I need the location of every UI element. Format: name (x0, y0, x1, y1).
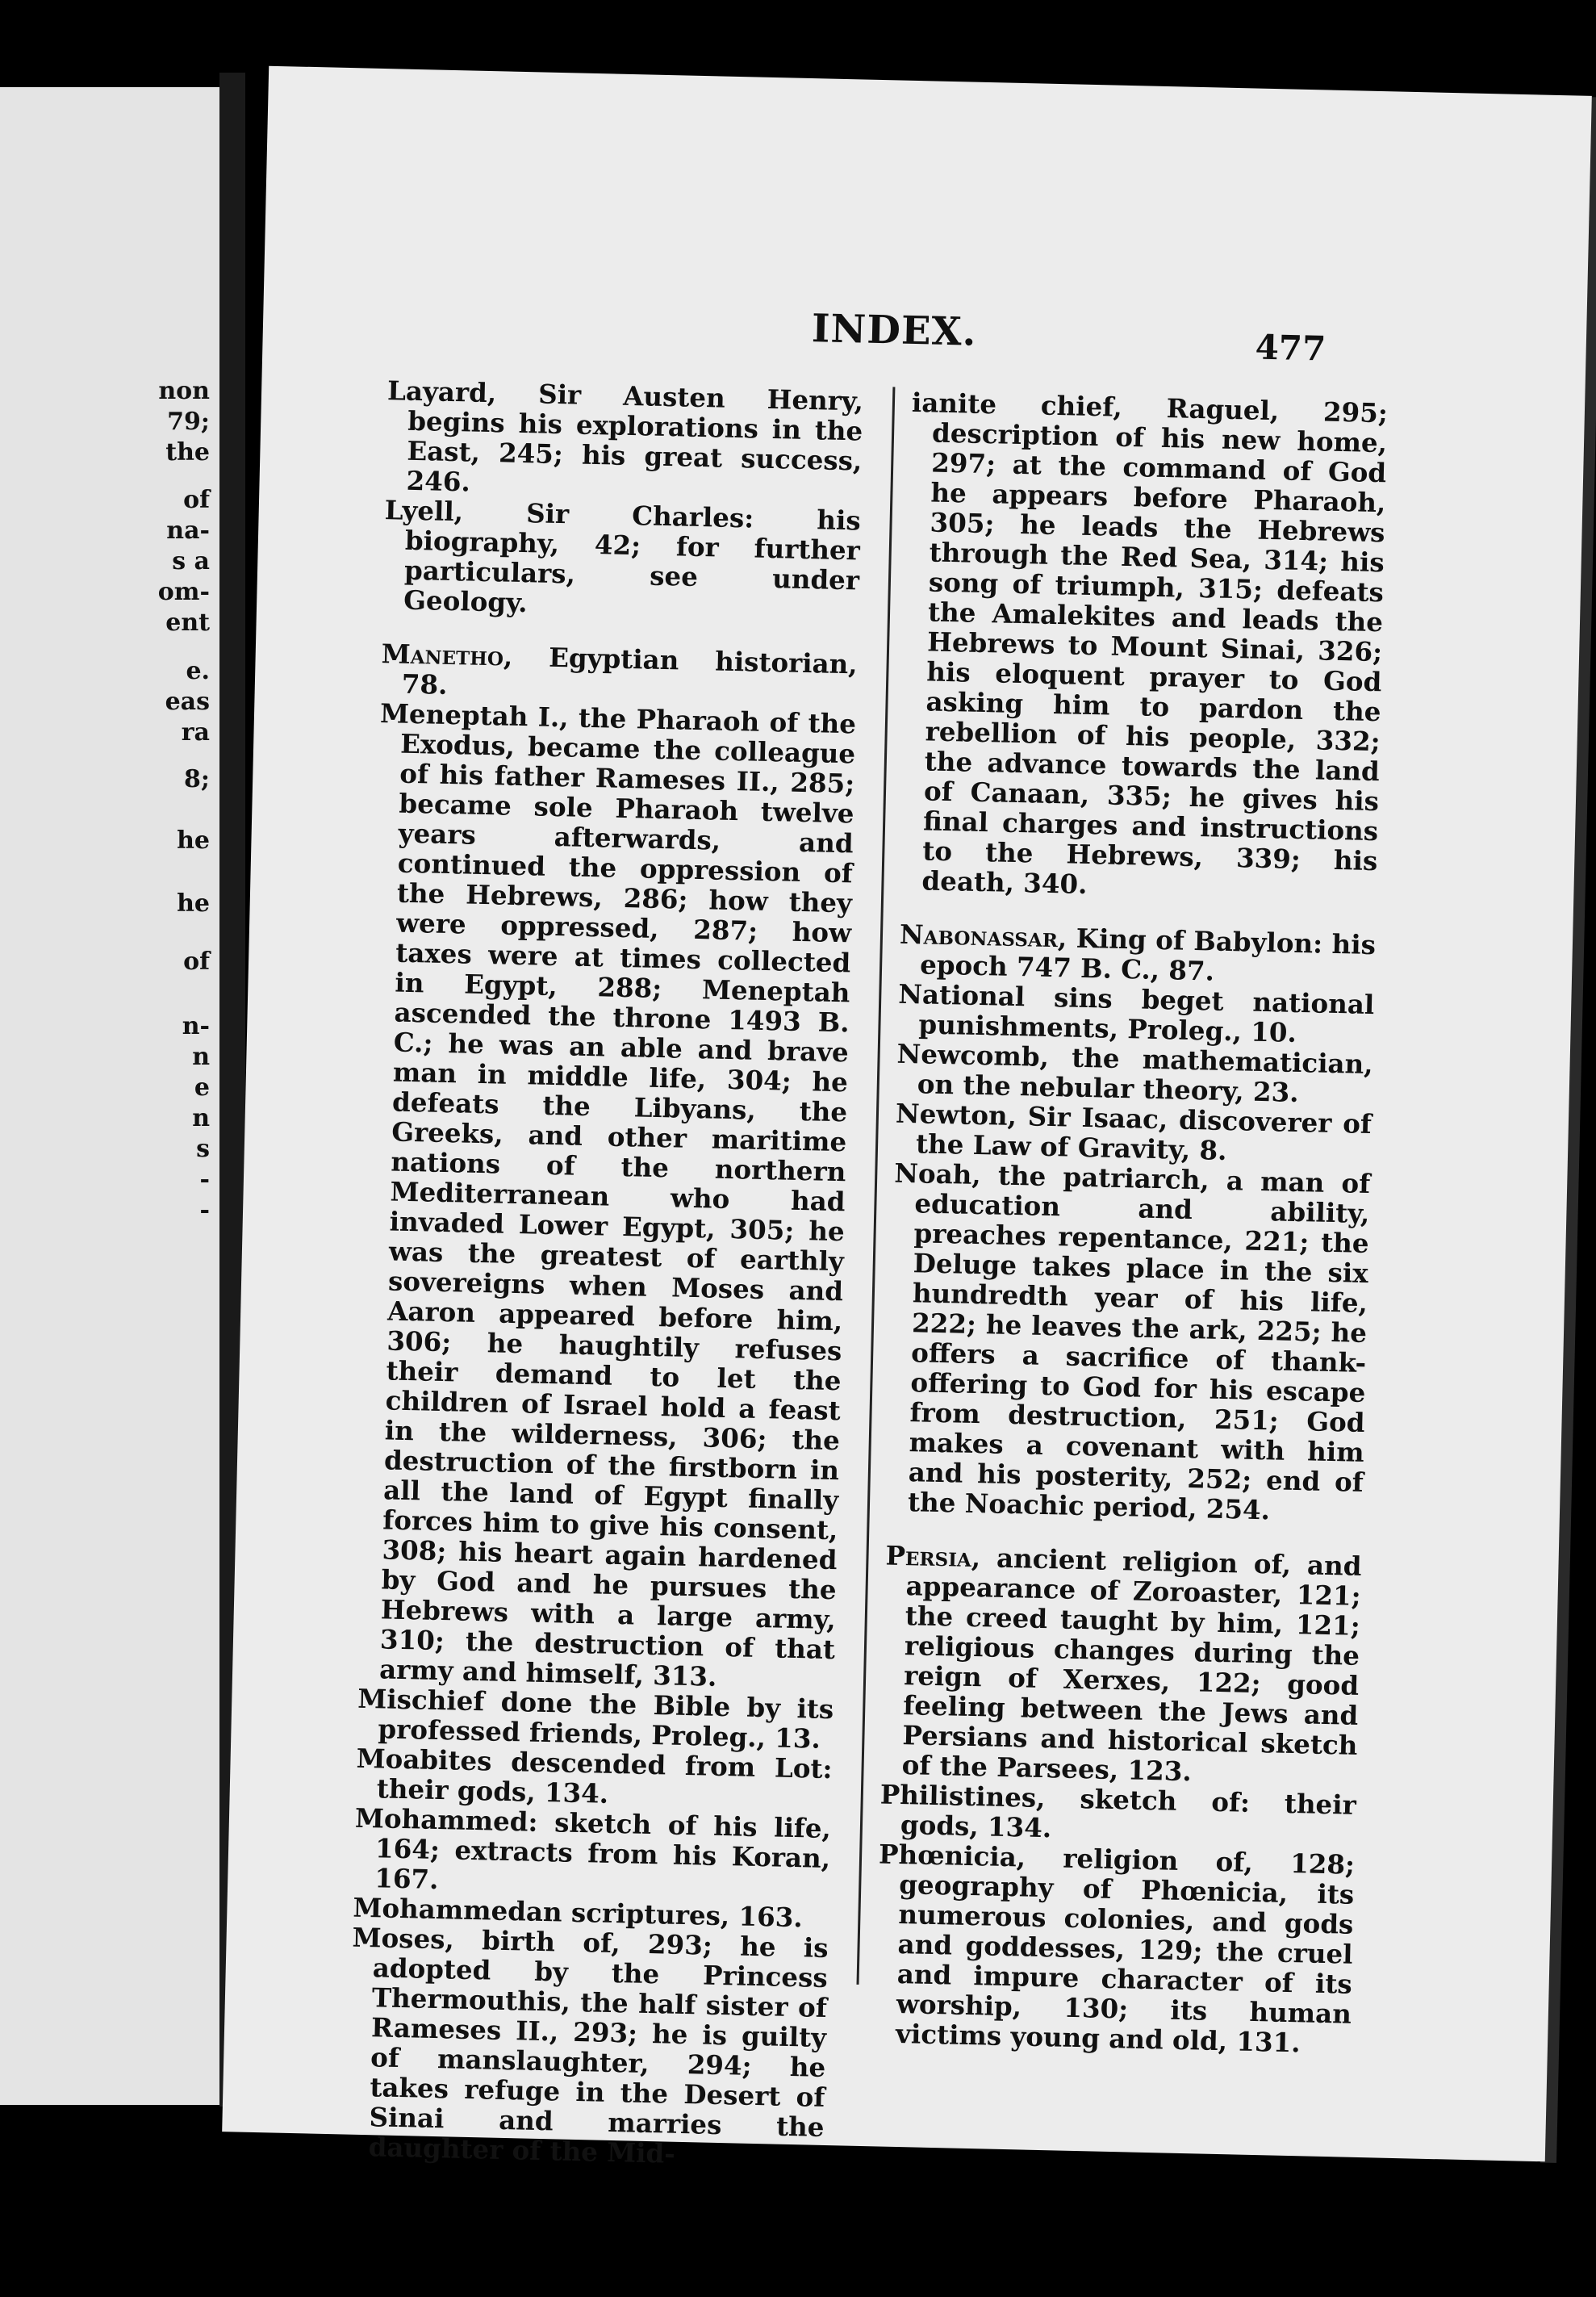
facing-page-text-fragment: he (177, 889, 210, 918)
index-entry-phoenicia (875, 1839, 1356, 2058)
index-page (222, 66, 1592, 2169)
index-entry-mohammed (353, 1803, 831, 1903)
index-column-right (875, 387, 1389, 2059)
index-entry-heading: Manetho (381, 638, 504, 672)
index-entry-text: Meneptah I., the Pharaoh of the Exodus, became the colleague of his father Rameses II., 285; became sole Pharaoh twelve years afterwards, and continued the oppression of the Hebrews, 286; how they were oppressed, 287; how taxes were at times collected in Egypt, 288; Meneptah ascended the throne 1493 B. C.; he was an able and brave man in middle life, 304; he defeats the Libyans, the Greeks, and other maritime nations of the northern Mediterranean who had invaded Lower Egypt, 305; he was the greatest of earthly sovereigns when Moses and Aaron appeared before him, 306; he haughtily refuses their demand to let the children of Israel hold a feast in the wilderness, 306; the destruction of the firstborn in all the land of Egypt finally forces him to give his consent, 308; his heart again hardened by God and he pursues the Hebrews with a large army, 310; the destruction of that army and himself, 313. (378, 697, 857, 1692)
facing-page-text-fragment: non (158, 377, 210, 405)
facing-page-text-fragment: - (199, 1196, 210, 1224)
index-entry-text: Mohammedan scriptures, 163. (353, 1891, 804, 1934)
facing-page-text-fragment: ra (181, 718, 210, 747)
index-entry-moses (347, 1923, 829, 2172)
index-entry-text: Lyell, Sir Charles: his biography, 42; for further particulars, see under Geology. (384, 494, 862, 619)
facing-page-text-fragment: n (192, 1104, 210, 1132)
index-entry-text: , ancient religion of, and appearance of Zoroaster, 121; the creed taught by him, 121; religious changes during the reign of Xerxes, 122; good feeling between the Jews and Persians and historical sketch of the Parsees, 123. (901, 1541, 1362, 1788)
index-entry-layard (385, 375, 863, 505)
index-entry-heading: Persia (885, 1539, 972, 1573)
page-title: INDEX. (811, 306, 978, 355)
facing-page-text-fragment: 8; (184, 765, 210, 793)
page-number: 477 (1255, 327, 1327, 369)
facing-page-text-fragment: 79; (167, 408, 210, 436)
index-entry-text: Moabites descended from Lot: their gods, 134. (356, 1742, 834, 1810)
index-entry-text: ianite chief, Raguel, 295; description of his new home, 297; at the command of God he appears before Pharaoh, 305; he leads the Hebrews through the Red Sea, 314; his song of triumph, 315; defeats the Amalekites and leads the Hebrews to Mount Sinai, 326; his eloquent prayer to God asking him to pardon the rebellion of his people, 332; the advance towards the land of Canaan, 335; he gives his final charges and instructions to the Hebrews, 339; his death, 340. (911, 386, 1389, 900)
index-entry-noah (887, 1158, 1371, 1527)
index-entry-meneptah (358, 698, 857, 1694)
index-entry-text: Phœnicia, religion of, 128; geography of Phœnicia, its numerous colonies, and gods and goddesses, 129; the cruel and impure character of its worship, 130; its human victims young and old, 131. (878, 1838, 1356, 2059)
index-entry-persia (880, 1541, 1362, 1790)
index-column-left (347, 375, 863, 2172)
facing-page-text-fragment: s a (172, 547, 210, 575)
index-entry-text: Philistines, sketch of: their gods, 134. (879, 1778, 1357, 1844)
index-entry-text: Mischief done the Bible by its professed friends, Proleg., 13. (357, 1682, 834, 1755)
index-entry-text: , Egyptian historian, 78. (401, 640, 859, 701)
facing-page-text-fragment: of (183, 486, 210, 514)
facing-page-text-fragment: the (165, 438, 210, 467)
facing-page-text-fragment: om- (157, 578, 210, 606)
index-entry-text: , King of Babylon: his epoch 747 B. C., 87. (919, 922, 1377, 987)
facing-page-text-fragment: e (194, 1073, 210, 1102)
index-entry-text: Mohammed: sketch of his life, 164; extracts from his Koran, 167. (354, 1801, 832, 1896)
index-entry-heading: Nabonassar (899, 918, 1059, 954)
index-entry-text: National sins beget national punishments, Proleg., 10. (897, 977, 1375, 1048)
facing-page-fragment (0, 87, 219, 2105)
index-entry-text: Newton, Sir Isaac, discoverer of the Law of Gravity, 8. (895, 1097, 1372, 1166)
facing-page-text-fragment: s (196, 1135, 210, 1163)
facing-page-text-fragment: n (192, 1043, 210, 1071)
index-entry-text: Moses, birth of, 293; he is adopted by the Princess Thermouthis, the half sister of Rameses II., 293; he is guilty of manslaughter, 294; he takes refuge in the Desert of Sinai and marries the daughter of the Mid- (352, 1921, 829, 2169)
index-entry-lyell (382, 495, 861, 625)
index-entry-text: Noah, the patriarch, a man of education and ability, preaches repentance, 221; the Deluge takes place in the six hundredth year of his life, 222; he leaves the ark, 225; he offers a sacrifice of thank-offering to God for his escape from destruction, 251; God makes a covenant with him and his posterity, 252; end of the Noachic period, 254. (893, 1157, 1371, 1526)
facing-page-text-fragment: - (199, 1165, 210, 1194)
facing-page-text-fragment: na- (166, 517, 210, 545)
facing-page-text-fragment: of (183, 948, 210, 976)
facing-page-text-fragment: e. (186, 657, 210, 685)
facing-page-text-fragment: ent (165, 609, 210, 637)
index-entry-text: Newcomb, the mathematician, on the nebular theory, 23. (896, 1037, 1373, 1109)
facing-page-text-fragment: eas (165, 688, 210, 716)
facing-page-text-fragment: n- (182, 1012, 210, 1040)
index-entry-moses-cont (900, 387, 1388, 906)
index-entry-text: Layard, Sir Austen Henry, begins his explorations in the East, 245; his great success, 246. (386, 374, 864, 498)
facing-page-text-fragment: he (177, 826, 210, 855)
